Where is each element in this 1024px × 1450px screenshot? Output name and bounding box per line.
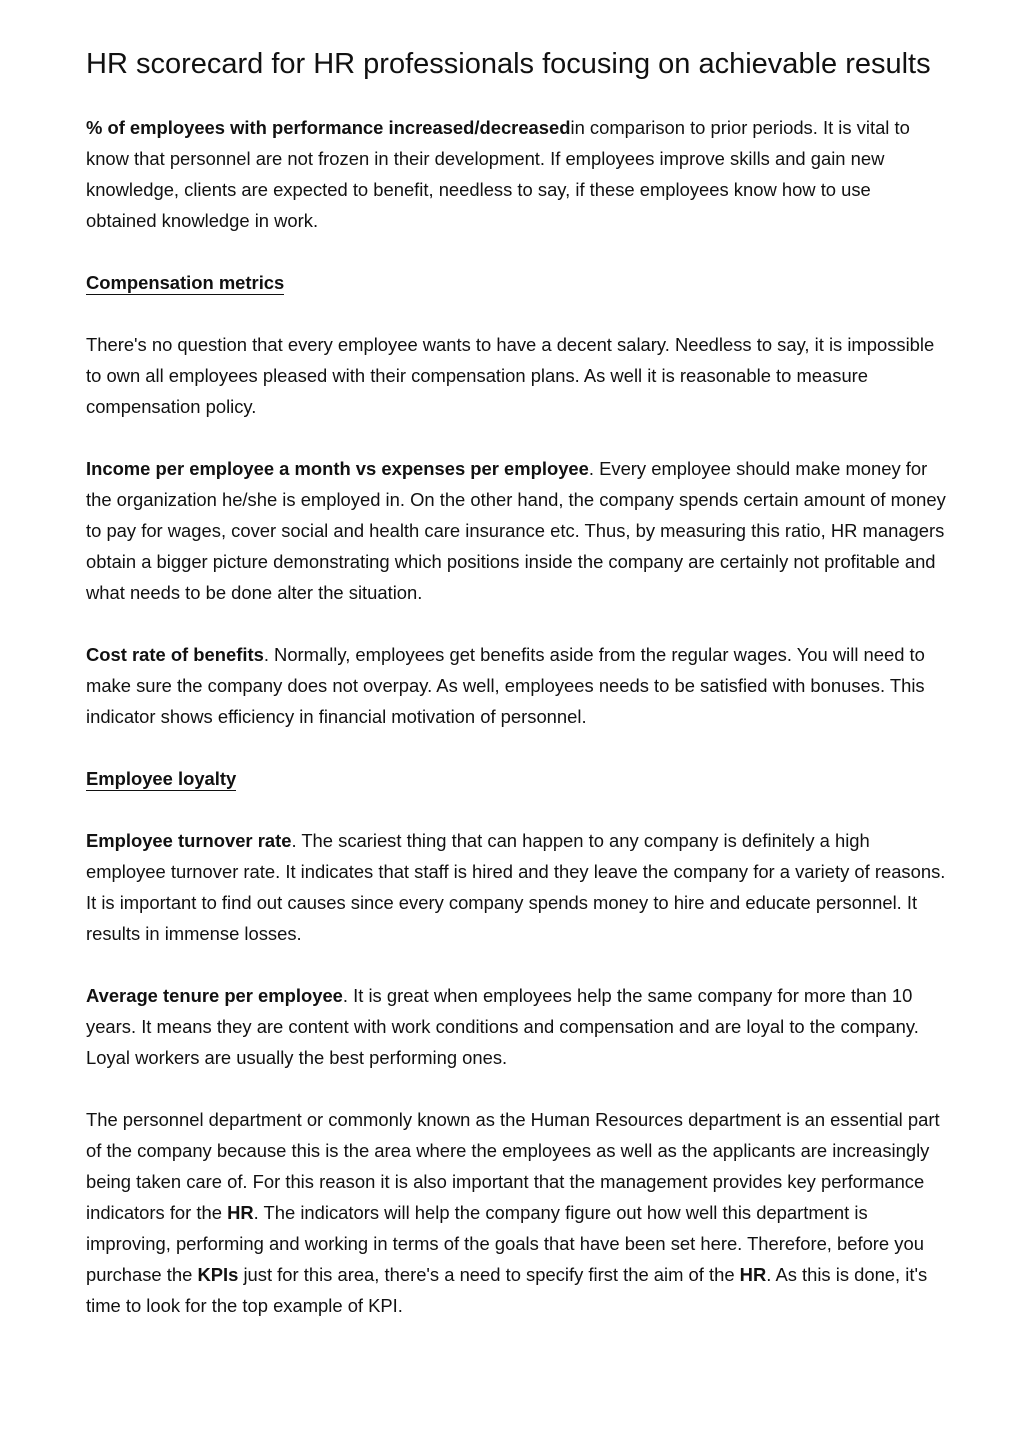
heading-text: Compensation metrics: [86, 272, 285, 293]
term-kpis: KPIs: [197, 1264, 239, 1285]
term-income-per-employee: Income per employee a month vs expenses per employee: [86, 458, 589, 479]
section-heading-loyalty: [86, 763, 946, 794]
paragraph-text: The personnel department or commonly known as the Human Resources department is an essential part of the company because this is the area where the employees as well as the applicants are increasingly being taken care of. For this reason it is also important that the management provides key performance indicators for the: [86, 1109, 940, 1223]
paragraph-text: . The scariest thing that can happen to any company is definitely a high employee turnover rate. It indicates that staff is hired and they leave the company for a variety of reasons. It is important to find out causes since every company spends money to hire and educate personnel. It results in immense losses.: [86, 830, 946, 944]
paragraph-text: just for this area, there's a need to specify first the aim of the: [238, 1264, 740, 1285]
paragraph-text: . It is great when employees help the same company for more than 10 years. It means they are content with work conditions and compensation and are loyal to the company. Loyal workers are usually the best performing ones.: [86, 985, 919, 1068]
paragraph-text: . Every employee should make money for the organization he/she is employed in. On the other hand, the company spends certain amount of money to pay for wages, cover social and health care insurance etc. Thus, by measuring this ratio, HR managers obtain a bigger picture demonstrating which positions inside the company are certainly not profitable and what needs to be done alter the situation.: [86, 458, 946, 603]
paragraph-performance-change: [86, 112, 946, 236]
section-heading-compensation: [86, 267, 946, 298]
paragraph-income-per-employee: [86, 453, 946, 608]
term-turnover-rate: Employee turnover rate: [86, 830, 292, 851]
paragraph-turnover-rate: [86, 825, 946, 949]
document-page: [86, 48, 946, 1321]
heading-text: Employee loyalty: [86, 768, 237, 789]
term-hr: HR: [227, 1202, 254, 1223]
paragraph-text: . Normally, employees get benefits aside from the regular wages. You will need to make sure the company does not overpay. As well, employees needs to be satisfied with bonuses. This indicator shows efficiency in financial motivation of personnel.: [86, 644, 925, 727]
paragraph-compensation-intro: There's no question that every employee wants to have a decent salary. Needless to say, it is impossible to own all employees pleased with their compensation plans. As well it is reasonable to measure compensation policy.: [86, 334, 935, 417]
paragraph-hr-department: [86, 1104, 946, 1321]
paragraph-text: . As this is done, it's time to look for the top example of KPI.: [86, 1264, 928, 1316]
paragraph-text: . The indicators will help the company figure out how well this department is improving, performing and working in terms of the goals that have been set here. Therefore, before you purchase the: [86, 1202, 924, 1285]
paragraph-cost-rate-benefits: [86, 639, 946, 732]
paragraph-average-tenure: [86, 980, 946, 1073]
paragraph-text: in comparison to prior periods. It is vital to know that personnel are not frozen in their development. If employees improve skills and gain new knowledge, clients are expected to benefit, needless to say, if these employees know how to use obtained knowledge in work.: [86, 117, 910, 231]
term-hr: HR: [739, 1264, 767, 1285]
document-title: HR scorecard for HR professionals focusing on achievable results: [86, 48, 931, 80]
term-performance-change: % of employees with performance increased/decreased: [86, 117, 571, 138]
term-average-tenure: Average tenure per employee: [86, 985, 343, 1006]
term-cost-rate-benefits: Cost rate of benefits: [86, 644, 264, 665]
